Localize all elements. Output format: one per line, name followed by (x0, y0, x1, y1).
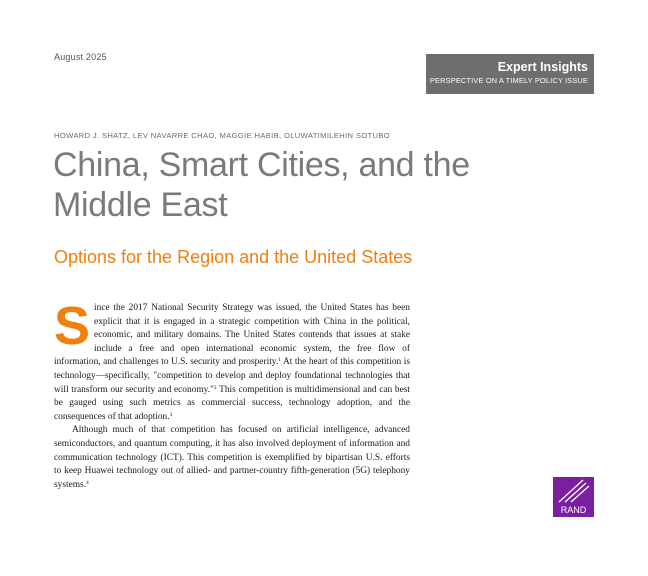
drop-cap: S (54, 296, 91, 356)
article-body (54, 296, 410, 492)
badge-subtitle: PERSPECTIVE ON A TIMELY POLICY ISSUE (429, 76, 588, 85)
footnote-ref-4[interactable]: 4 (86, 479, 89, 486)
paragraph-1-text-b: At the heart of this competition is technology—specifically, "competition to develop and deploy foundational technologies that will transform our security and economy." (54, 357, 410, 395)
publication-date: August 2025 (54, 52, 107, 62)
paragraph-1-text-a: ince the 2017 National Security Strategy was issued, the United States has been explicit that it is engaged in a strategic competition with China in the political, economic, and military domains. The United States contends that issues at stake include a free and open international economic system, the free flow of information, and challenges to U.S. security and prosperity. (54, 303, 410, 368)
rand-logo-text: RAND (560, 505, 587, 515)
paragraph-2-text: Although much of that competition has focused on artificial intelligence, advanced semiconductors, and quantum computing, it has also involved deployment of information and communication technology (ICT). This competition is exemplified by bipartisan U.S. efforts to keep Huawei technology out of allied- and partner-country fifth-generation (5G) telephony systems. (54, 425, 410, 490)
paragraph-1 (54, 296, 410, 424)
expert-insights-badge (426, 54, 594, 94)
footnote-ref-3[interactable]: 3 (169, 411, 173, 418)
paragraph-2 (54, 424, 410, 492)
page-title: China, Smart Cities, and the Middle East (53, 146, 470, 224)
rand-logo (553, 477, 594, 517)
paragraph-1-text-c: This competition is multidimensional and can best be gauged using such metrics as commercial success, technology adoption, and the consequences of that adoption. (54, 384, 410, 422)
author-list: HOWARD J. SHATZ, LEV NAVARRE CHAO, MAGGIE HABIB, OLUWATIMILEHIN SOTUBO (54, 131, 391, 140)
badge-title: Expert Insights (497, 60, 588, 74)
footnote-ref-1[interactable]: 1 (278, 357, 281, 364)
footnote-ref-2[interactable]: 2 (213, 384, 217, 391)
page-subtitle: Options for the Region and the United States (54, 247, 413, 267)
